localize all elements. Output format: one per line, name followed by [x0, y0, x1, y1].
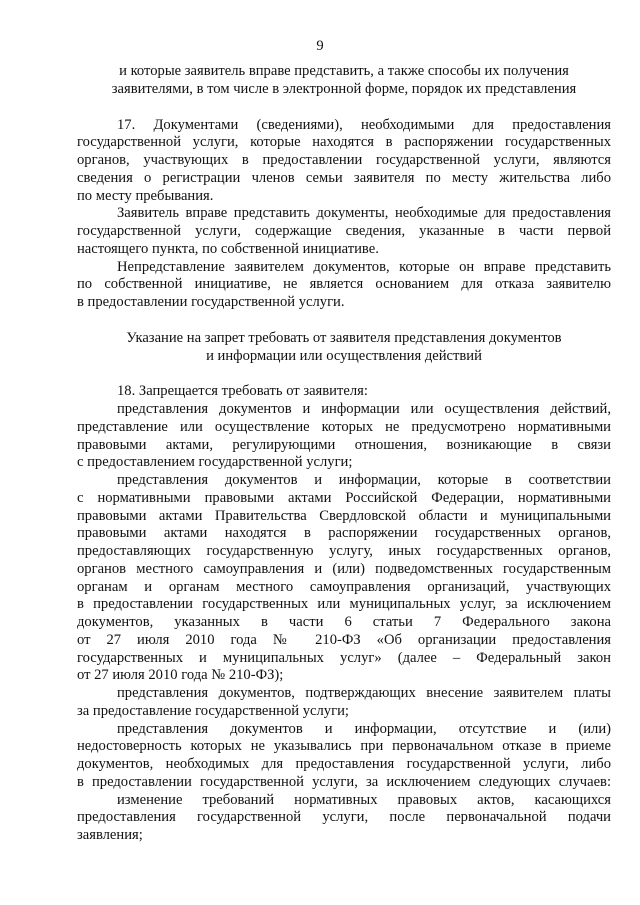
text-line: заявления;: [77, 827, 143, 843]
text-line: государственных и муниципальных услуг» (далее – Федеральный закон: [77, 649, 611, 666]
text-line: предоставляющих государственную услугу, иных государственных органов,: [77, 543, 611, 559]
text-line: за предоставление государственной услуги;: [77, 702, 349, 719]
text-line: органам и органам местного самоуправления организаций, участвующих: [77, 578, 611, 595]
text-line: Заявитель вправе представить документы, необходимые для предоставления: [117, 205, 611, 222]
text-line: правовыми актами находятся в распоряжении государственных органов,: [77, 525, 611, 542]
text-line: по собственной инициативе, не является основанием для отказа заявителю: [77, 276, 611, 293]
text-line: представления документов и информации или осуществления действий,: [117, 401, 611, 417]
text-line: органов, участвующих в предоставлении государственной услуги, являются: [77, 152, 611, 168]
text-line: правовыми актами, регулирующими отношения, возникающие в связи: [77, 436, 611, 453]
text-line: представления документов, подтверждающих внесение заявителем платы: [117, 685, 611, 701]
text-line: заявителями, в том числе в электронной форме, порядок их представления: [111, 80, 577, 97]
text-line: органов местного самоуправления и (или) подведомственных государственным: [77, 560, 611, 577]
text-line: по месту пребывания.: [77, 187, 214, 204]
text-line: в предоставлении государственной услуги.: [77, 294, 345, 310]
text-line: изменение требований нормативных правовых актов, касающихся: [117, 791, 611, 808]
text-line: 18. Запрещается требовать от заявителя:: [117, 383, 368, 400]
text-line: от 27 июля 2010 года № 210-ФЗ);: [77, 667, 284, 684]
text-line: государственной услуги, содержащие сведения, указанные в части первой: [77, 223, 611, 239]
text-line: и информации или осуществления действий: [206, 347, 482, 364]
text-line: и которые заявитель вправе представить, а также способы их получения: [119, 63, 569, 79]
text-line: документов, указанных в части 6 статьи 7 Федерального закона: [77, 614, 611, 630]
text-line: в предоставлении государственных или муниципальных услуг, за исключением: [77, 596, 611, 613]
text-line: правовыми актами Правительства Свердловской области и муниципальными: [77, 507, 611, 524]
text-line: Непредставление заявителем документов, которые он вправе представить: [117, 258, 611, 275]
text-line: документов, необходимых для предоставления государственной услуги, либо: [77, 756, 611, 772]
text-line: государственной услуги, которые находятся в распоряжении государственных: [77, 134, 611, 151]
text-line: 17. Документами (сведениями), необходимыми для предоставления: [117, 116, 611, 133]
text-line: представления документов и информации, отсутствие и (или): [117, 720, 611, 737]
text-line: с нормативными правовыми актами Российской Федерации, нормативными: [77, 489, 611, 506]
text-line: в предоставлении государственной услуги, за исключением следующих случаев:: [77, 773, 611, 790]
text-line: представление или осуществление которых не предусмотрено нормативными: [77, 418, 611, 435]
text-line: представления документов и информации, которые в соответствии: [117, 472, 611, 488]
page-number: 9: [316, 38, 324, 54]
text-line: сведения о регистрации членов семьи заявителя по месту жительства либо: [77, 169, 611, 186]
text-line: предоставления государственной услуги, после первоначальной подачи: [77, 809, 611, 826]
text-line: Указание на запрет требовать от заявителя представления документов: [126, 329, 562, 346]
text-line: от 27 июля 2010 года № 210-ФЗ «Об организации предоставления: [77, 631, 611, 648]
text-line: с предоставлением государственной услуги;: [77, 454, 353, 471]
text-line: настоящего пункта, по собственной инициативе.: [77, 240, 379, 257]
text-line: недостоверность которых не указывались при первоначальном отказе в приеме: [77, 738, 611, 755]
